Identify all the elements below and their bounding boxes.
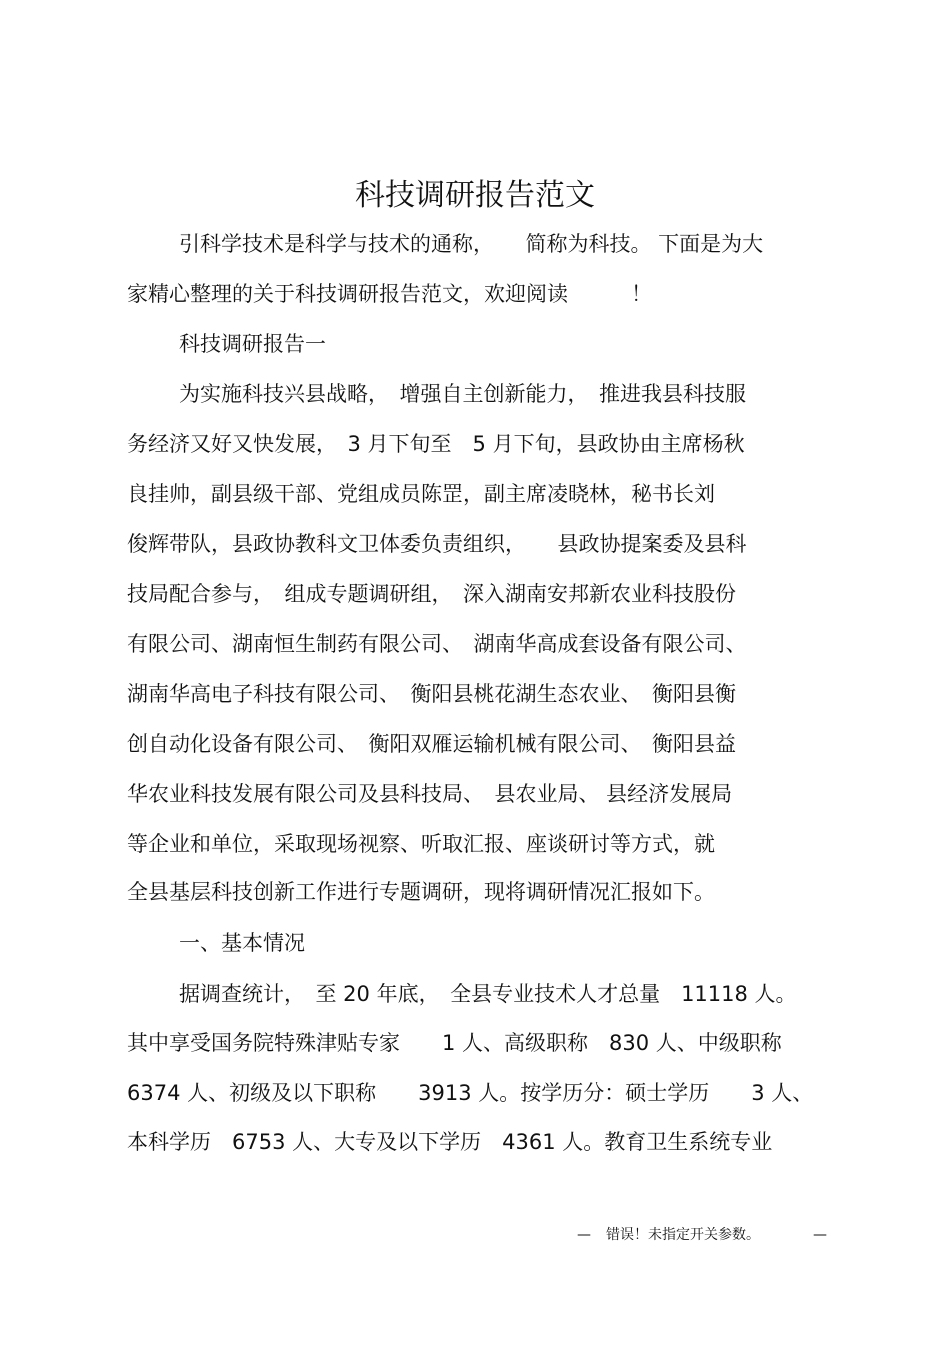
paragraph-line: 据调查统计， 至 20 年底， 全县专业技术人才总量 11118 人。	[179, 982, 797, 1006]
paragraph-line: 为实施科技兴县战略， 增强自主创新能力， 推进我县科技服	[179, 382, 746, 406]
document-title: 科技调研报告范文	[355, 178, 595, 213]
footer-text: 错误！未指定开关参数。	[606, 1227, 760, 1243]
paragraph-line: 务经济又好又快发展， 3 月下旬至 5 月下旬，县政协由主席杨秋	[127, 432, 745, 456]
paragraph-line: 创自动化设备有限公司、 衡阳双雁运输机械有限公司、 衡阳县益	[127, 732, 736, 756]
paragraph-line: 湖南华高电子科技有限公司、 衡阳县桃花湖生态农业、 衡阳县衡	[127, 682, 736, 706]
footer-dash-right: —	[813, 1227, 827, 1243]
section-heading: 科技调研报告一	[179, 332, 326, 356]
paragraph-line: 俊辉带队，县政协教科文卫体委负责组织， 县政协提案委及县科	[127, 532, 747, 556]
paragraph-line: 华农业科技发展有限公司及县科技局、 县农业局、 县经济发展局	[127, 782, 733, 806]
footer-dash-left: —	[577, 1227, 591, 1243]
section-heading: 一、基本情况	[179, 931, 305, 955]
paragraph-line: 良挂帅，副县级干部、党组成员陈罡，副主席凌晓林，秘书长刘	[127, 482, 715, 506]
paragraph-line: 技局配合参与， 组成专题调研组， 深入湖南安邦新农业科技股份	[127, 582, 736, 606]
paragraph-line: 本科学历 6753 人、大专及以下学历 4361 人。教育卫生系统专业	[127, 1130, 773, 1154]
paragraph-line: 有限公司、湖南恒生制药有限公司、 湖南华高成套设备有限公司、	[127, 632, 747, 656]
paragraph-line: 家精心整理的关于科技调研报告范文，欢迎阅读 ！	[127, 282, 652, 306]
paragraph-line: 引科学技术是科学与技术的通称， 简称为科技。 下面是为大	[179, 232, 764, 256]
paragraph-line: 其中享受国务院特殊津贴专家 1 人、高级职称 830 人、中级职称	[127, 1031, 782, 1055]
paragraph-line: 等企业和单位，采取现场视察、听取汇报、座谈研讨等方式，就	[127, 832, 715, 856]
paragraph-line: 全县基层科技创新工作进行专题调研，现将调研情况汇报如下。	[127, 880, 715, 904]
paragraph-line: 6374 人、初级及以下职称 3913 人。按学历分：硕士学历 3 人、	[127, 1081, 814, 1105]
